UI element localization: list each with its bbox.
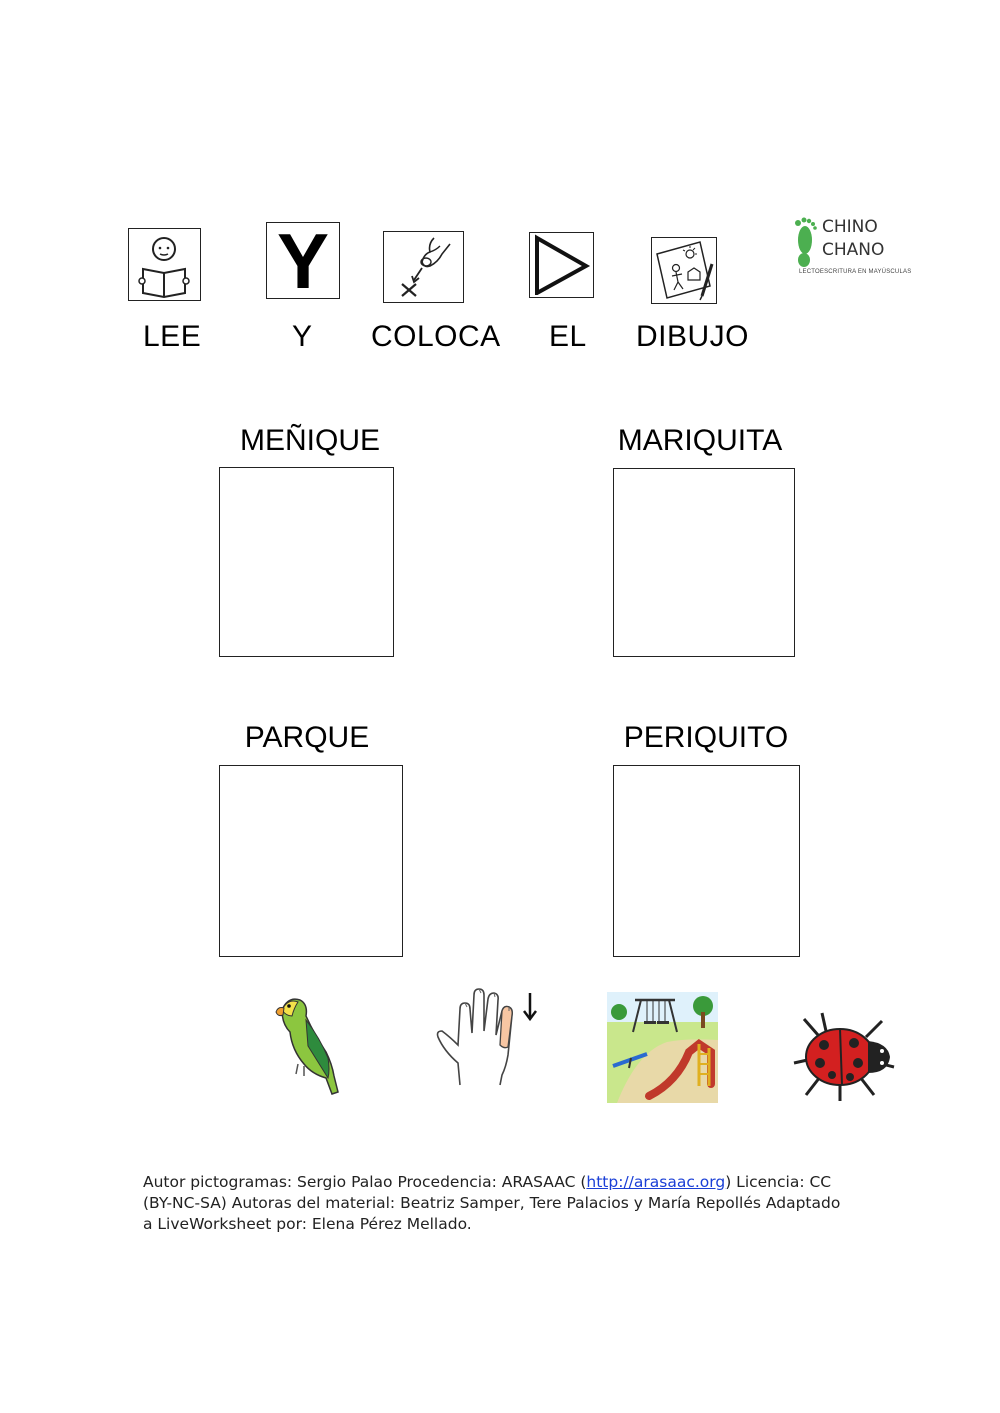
drop-box-mariquita[interactable] xyxy=(613,468,795,657)
drop-box-periquito[interactable] xyxy=(613,765,800,957)
ladybug-icon[interactable] xyxy=(790,1005,902,1105)
logo-subtitle: LECTOESCRITURA EN MAYÚSCULAS xyxy=(799,269,912,275)
target-label-parque: PARQUE xyxy=(244,721,370,754)
read-person-icon xyxy=(128,228,201,301)
instruction-word-lee: LEE xyxy=(143,320,202,353)
credits xyxy=(143,1172,843,1235)
place-hand-icon xyxy=(383,231,464,303)
play-triangle-icon xyxy=(529,232,594,298)
drawing-icon xyxy=(651,237,717,304)
parakeet-icon[interactable] xyxy=(268,990,348,1100)
instruction-word-coloca: COLOCA xyxy=(371,320,501,353)
logo xyxy=(793,214,912,280)
instruction-word-dibujo: DIBUJO xyxy=(636,320,750,353)
drop-box-parque[interactable] xyxy=(219,765,403,957)
park-icon[interactable] xyxy=(607,992,718,1103)
logo-line1: CHINO xyxy=(822,217,878,237)
footprint-icon xyxy=(793,216,819,268)
credits-text-2: ) Licencia: CC (BY-NC-SA) Autoras del material: Beatriz Samper, Tere Palacios y María Repollés Adaptado a LiveWorksheet por: Elena Pérez Mellado. xyxy=(143,1173,841,1233)
little-finger-hand-icon[interactable] xyxy=(432,985,544,1091)
instruction-word-y: Y xyxy=(292,320,313,353)
letter-y-icon: Y xyxy=(266,222,340,299)
drop-box-menique[interactable] xyxy=(219,467,394,657)
target-label-mariquita: MARIQUITA xyxy=(617,424,783,457)
target-label-periquito: PERIQUITO xyxy=(623,721,789,754)
target-label-menique: MEÑIQUE xyxy=(239,424,380,457)
arasaac-link[interactable]: http://arasaac.org xyxy=(586,1173,726,1191)
logo-line2: CHANO xyxy=(822,240,885,260)
credits-text-1: Autor pictogramas: Sergio Palao Procedencia: ARASAAC ( xyxy=(143,1173,587,1191)
instruction-word-el: EL xyxy=(549,320,587,353)
